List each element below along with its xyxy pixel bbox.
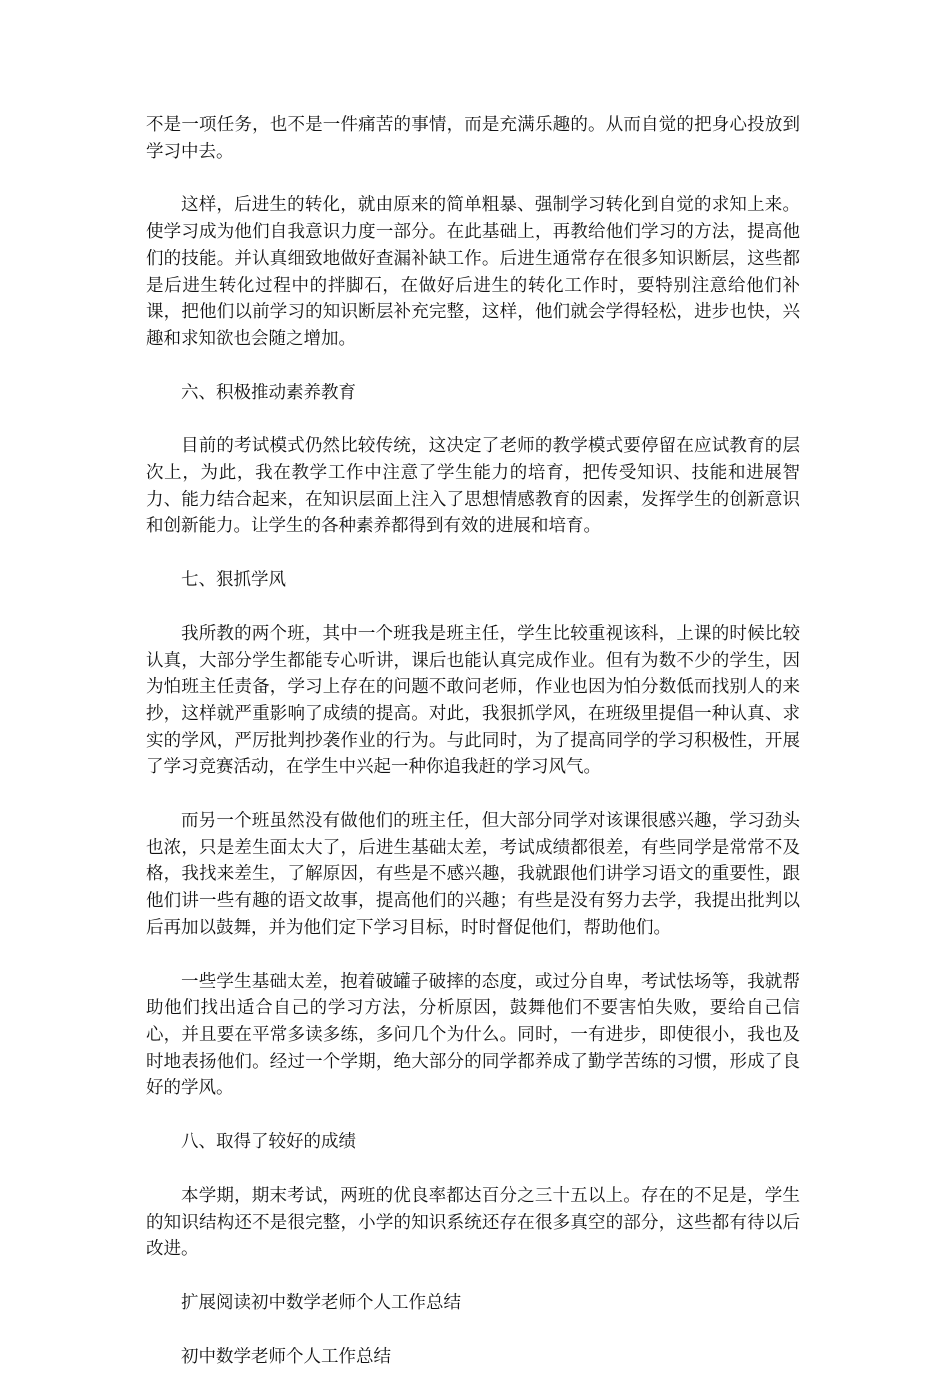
document-page bbox=[146, 112, 800, 1397]
section-heading-8: 八、取得了较好的成绩 bbox=[181, 1132, 356, 1153]
paragraph-results: 本学期，期末考试，两班的优良率都达百分之三十五以上。存在的不足是，学生的知识结构还不是很完整，小学的知识系统还存在很多真空的部分，这些都有待以后改进。 bbox=[146, 1185, 800, 1260]
section-heading-6: 六、积极推动素养教育 bbox=[181, 382, 356, 403]
paragraph-quality-education: 目前的考试模式仍然比较传统，这决定了老师的教学模式要停留在应试教育的层次上，为此，我在教学工作中注意了学生能力的培育，把传受知识、技能和进展智力、能力结合起来，在知识层面上注入了思想情感教育的因素，发挥学生的创新意识和创新能力。让学生的各种素养都得到有效的进展和培育。 bbox=[146, 436, 800, 537]
paragraph-class-one: 我所教的两个班，其中一个班我是班主任，学生比较重视该科，上课的时候比较认真，大部分学生都能专心听讲，课后也能认真完成作业。但有为数不少的学生，因为怕班主任责备，学习上存在的问题不敢问老师，作业也因为怕分数低而找别人的来抄，这样就严重影响了成绩的提高。对此，我狠抓学风，在班级里提倡一种认真、求实的学风，严厉批判抄袭作业的行为。与此同时，为了提高同学的学习积极性，开展了学习竞赛活动，在学生中兴起一种你追我赶的学习风气。 bbox=[146, 623, 800, 778]
section-heading-7: 七、狠抓学风 bbox=[181, 570, 286, 591]
paragraph-continuation: 不是一项任务，也不是一件痛苦的事情，而是充满乐趣的。从而自觉的把身心投放到学习中去。 bbox=[146, 115, 800, 162]
summary-title: 初中数学老师个人工作总结 bbox=[181, 1346, 391, 1367]
extended-reading-title: 扩展阅读初中数学老师个人工作总结 bbox=[181, 1292, 461, 1313]
paragraph-weak-students: 一些学生基础太差，抱着破罐子破摔的态度，或过分自卑，考试怯场等，我就帮助他们找出适合自己的学习方法，分析原因，鼓舞他们不要害怕失败，要给自己信心，并且要在平常多读多练，多问几个为什么。同时，一有进步，即使很小，我也及时地表扬他们。经过一个学期，绝大部分的同学都养成了勤学苦练的习惯，形成了良好的学风。 bbox=[146, 971, 800, 1099]
paragraph-class-two: 而另一个班虽然没有做他们的班主任，但大部分同学对该课很感兴趣，学习劲头也浓，只是差生面太大了，后进生基础太差，考试成绩都很差，有些同学是常常不及格，我找来差生，了解原因，有些是不感兴趣，我就跟他们讲学习语文的重要性，跟他们讲一些有趣的语文故事，提高他们的兴趣；有些是没有努力去学，我提出批判以后再加以鼓舞，并为他们定下学习目标，时时督促他们，帮助他们。 bbox=[146, 811, 800, 938]
paragraph-transformation: 这样，后进生的转化，就由原来的简单粗暴、强制学习转化到自觉的求知上来。使学习成为他们自我意识力度一部分。在此基础上，再教给他们学习的方法，提高他们的技能。并认真细致地做好查漏补缺工作。后进生通常存在很多知识断层，这些都是后进生转化过程中的拌脚石，在做好后进生的转化工作时，要特别注意给他们补课，把他们以前学习的知识断层补充完整，这样，他们就会学得轻松，进步也快，兴趣和求知欲也会随之增加。 bbox=[146, 195, 800, 349]
